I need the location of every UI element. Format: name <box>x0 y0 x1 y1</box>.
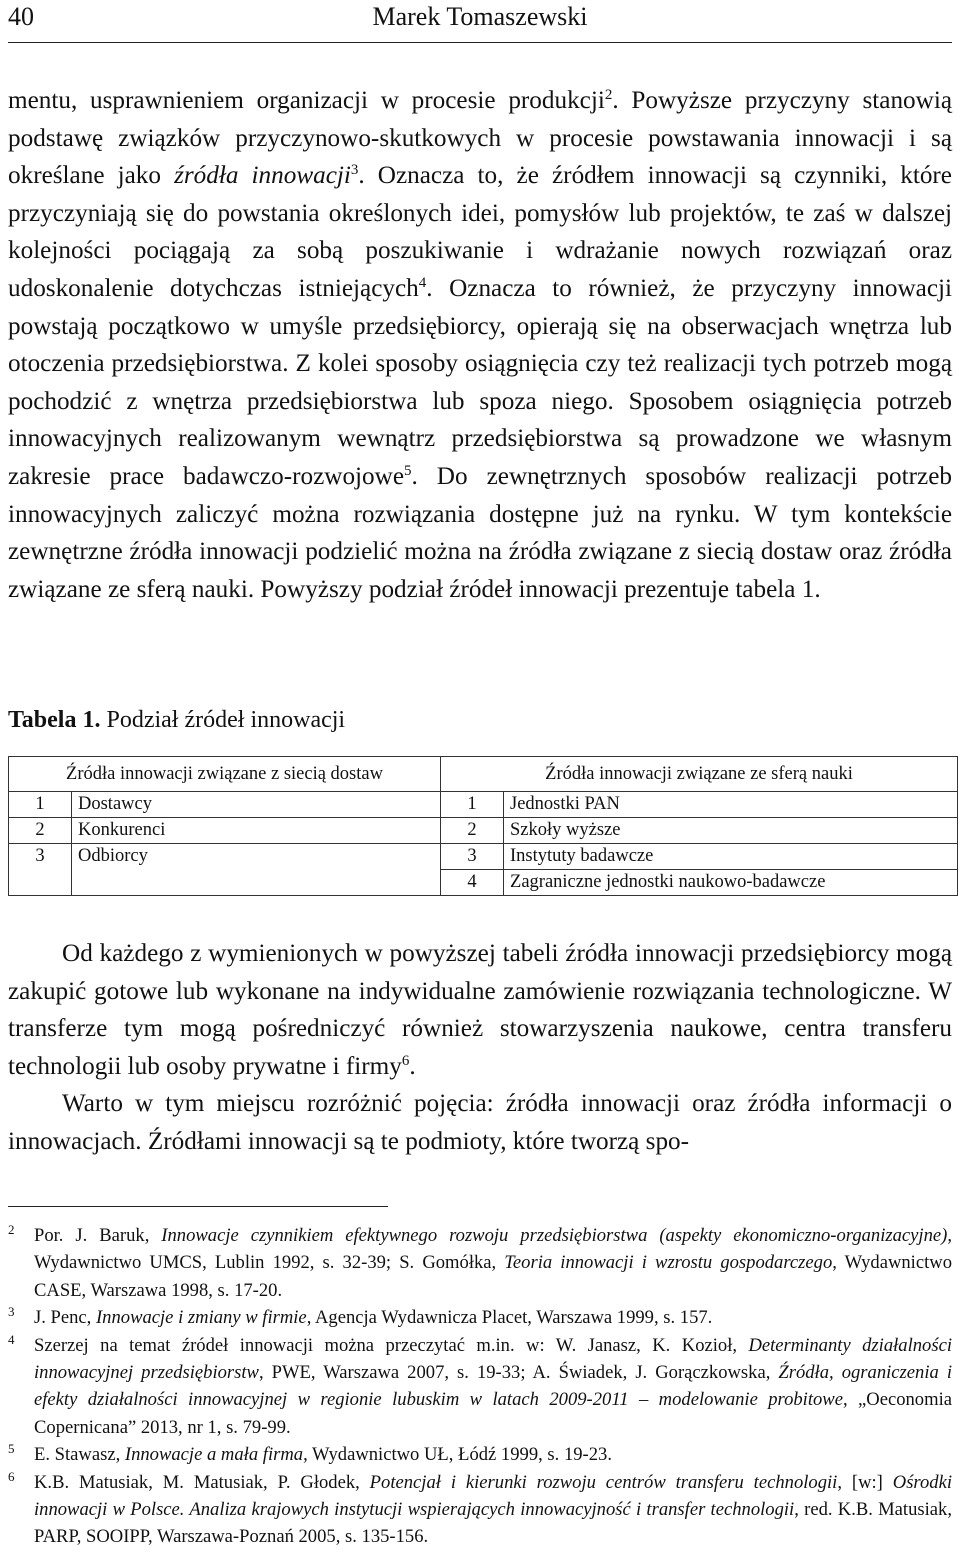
footnote <box>8 1222 952 1304</box>
table-cell: 1 <box>441 792 504 818</box>
footnote-number: 5 <box>8 1441 15 1457</box>
footnote-ref[interactable]: 2 <box>604 87 613 103</box>
footnote <box>8 1469 952 1551</box>
footnote <box>8 1332 952 1442</box>
table-cell: 3 <box>9 844 72 870</box>
footnote-number: 2 <box>8 1222 15 1237</box>
table-cell: Odbiorcy <box>72 844 441 870</box>
table-row <box>9 844 958 870</box>
footnote-text: E. Stawasz, Innowacje a mała firma, Wydawnictwo UŁ, Łódź 1999, s. 19-23. <box>34 1444 612 1466</box>
table-cell: Jednostki PAN <box>504 792 958 818</box>
table-header-row <box>9 757 958 792</box>
body-paragraph-3: Warto w tym miejscu rozróżnić pojęcia: źródła innowacji oraz źródła informacji o innowacjach. Źródłami innowacji są te podmioty, które tworzą spo- <box>8 1090 952 1155</box>
footnote-text: Szerzej na temat źródeł innowacji można przeczytać m.in. w: W. Janasz, K. Kozioł, Determinanty działalności innowacyjnej przedsiębiorstw, PWE, Warszawa 2007, s. 19-33; A. Świadek, J. Gorączkowska, Źródła, ograniczenia i efekty działalności innowacyjnej w regionie lubuskim w latach 2009-2011 – modelowanie probitowe, „Oeconomia Copernicana” 2013, nr 1, s. 79-99. <box>34 1334 952 1438</box>
footnote-number: 6 <box>8 1468 15 1484</box>
table-cell: 4 <box>441 870 504 896</box>
footnote-text: K.B. Matusiak, M. Matusiak, P. Głodek, Potencjał i kierunki rozwoju centrów transferu technologii, [w:] Ośrodki innowacji w Polsce. Analiza krajowych instytucji wspierających innowacyjność i transfer technologii, red. K.B. Matusiak, PARP, SOOIPP, Warszawa-Poznań 2005, s. 135-156. <box>34 1471 952 1548</box>
table-row <box>9 870 958 896</box>
table-cell: 3 <box>441 844 504 870</box>
table-cell: Szkoły wyższe <box>504 818 958 844</box>
table-header-science: Źródła innowacji związane ze sferą nauki <box>441 757 958 792</box>
table-cell <box>72 870 441 896</box>
table-row <box>9 818 958 844</box>
page-number: 40 <box>8 2 34 31</box>
table-cell: Zagraniczne jednostki naukowo-badawcze <box>504 870 958 896</box>
table-cell <box>9 870 72 896</box>
text-run: mentu, usprawnieniem organizacji w procesie produkcji <box>8 87 605 114</box>
footnote-ref[interactable]: 5 <box>404 462 412 479</box>
body-paragraph-2 <box>8 935 952 1161</box>
table-cell: Konkurenci <box>72 818 441 844</box>
footnote <box>8 1304 952 1331</box>
text-run: . <box>409 1052 416 1080</box>
table-cell: Instytuty badawcze <box>504 844 958 870</box>
footnote-number: 3 <box>8 1304 15 1320</box>
table-cell: 2 <box>9 818 72 844</box>
footnotes <box>8 1222 952 1551</box>
footnote-ref[interactable]: 6 <box>401 1052 410 1069</box>
table-caption <box>8 707 345 734</box>
table-cell: 1 <box>9 792 72 818</box>
table-header-supply: Źródła innowacji związane z siecią dostaw <box>9 757 441 792</box>
footnote-ref[interactable]: 4 <box>418 274 427 291</box>
footnote-number: 4 <box>8 1331 15 1347</box>
footnote <box>8 1441 952 1468</box>
table-caption-text: Podział źródeł innowacji <box>100 707 346 733</box>
footnote-ref[interactable]: 3 <box>350 162 359 179</box>
text-run: . Oznacza to, że źródłem innowacji są czynniki, które przyczyniają się do powstania określonych idei, pomysłów lub projektów, te zaś w dalszej kolejności pociągają za sobą poszukiwanie i wdrażanie nowych rozwiązań oraz udoskonalenie dotychczas istniejących <box>8 162 952 302</box>
innovation-sources-table <box>8 756 958 896</box>
body-paragraph-1 <box>8 82 952 608</box>
table-cell: Dostawcy <box>72 792 441 818</box>
text-run: . Do zewnętrznych sposobów realizacji potrzeb innowacyjnych zaliczyć można rozwiązania dostępne już na rynku. W tym kontekście zewnętrzne źródła innowacji podzielić można na źródła związane z siecią dostaw oraz źródła związane ze sferą nauki. Powyższy podział źródeł innowacji prezentuje tabela 1. <box>8 462 952 603</box>
page-header <box>8 0 952 43</box>
footnote-separator <box>8 1206 388 1207</box>
text-run: . Powyższe przyczyny stanowią podstawę związków przyczynowo-skutkowych w procesie powstawania innowacji i są określane jako <box>8 87 953 190</box>
table-caption-label: Tabela 1. <box>8 707 101 733</box>
footnote-text: Por. J. Baruk, Innowacje czynnikiem efektywnego rozwoju przedsiębiorstwa (aspekty ekonomiczno-organizacyjne), Wydawnictwo UMCS, Lublin 1992, s. 32-39; S. Gomółka, Teoria innowacji i wzrostu gospodarczego, Wydawnictwo CASE, Warszawa 1998, s. 17-20. <box>34 1225 952 1301</box>
table-row <box>9 792 958 818</box>
text-run: . Oznacza to również, że przyczyny innowacji powstają początkowo w umyśle przedsiębiorcy, opierają się na obserwacjach wnętrza lub otoczenia przedsiębiorstwa. Z kolei sposoby osiągnięcia czy też realizacji tych potrzeb mogą pochodzić z wnętrza przedsiębiorstwa lub spoza niego. Sposobem osiągnięcia potrzeb innowacyjnych realizowanym wewnątrz przedsiębiorstwa są prowadzone we własnym zakresie prace badawczo-rozwojowe <box>8 274 952 490</box>
text-run: Od każdego z wymienionych w powyższej tabeli źródła innowacji przedsiębiorcy mogą zakupić gotowe lub wykonane na indywidualne zamówienie rozwiązania technologiczne. W transferze tym mogą pośredniczyć również stowarzyszenia naukowe, centra transferu technologii lub osoby prywatne i firmy <box>8 940 952 1080</box>
footnote-text: J. Penc, Innowacje i zmiany w firmie, Agencja Wydawnicza Placet, Warszawa 1999, s. 157. <box>34 1307 713 1329</box>
table-cell: 2 <box>441 818 504 844</box>
running-head-author: Marek Tomaszewski <box>372 2 588 31</box>
emphasis: źródła innowacji <box>174 162 351 190</box>
